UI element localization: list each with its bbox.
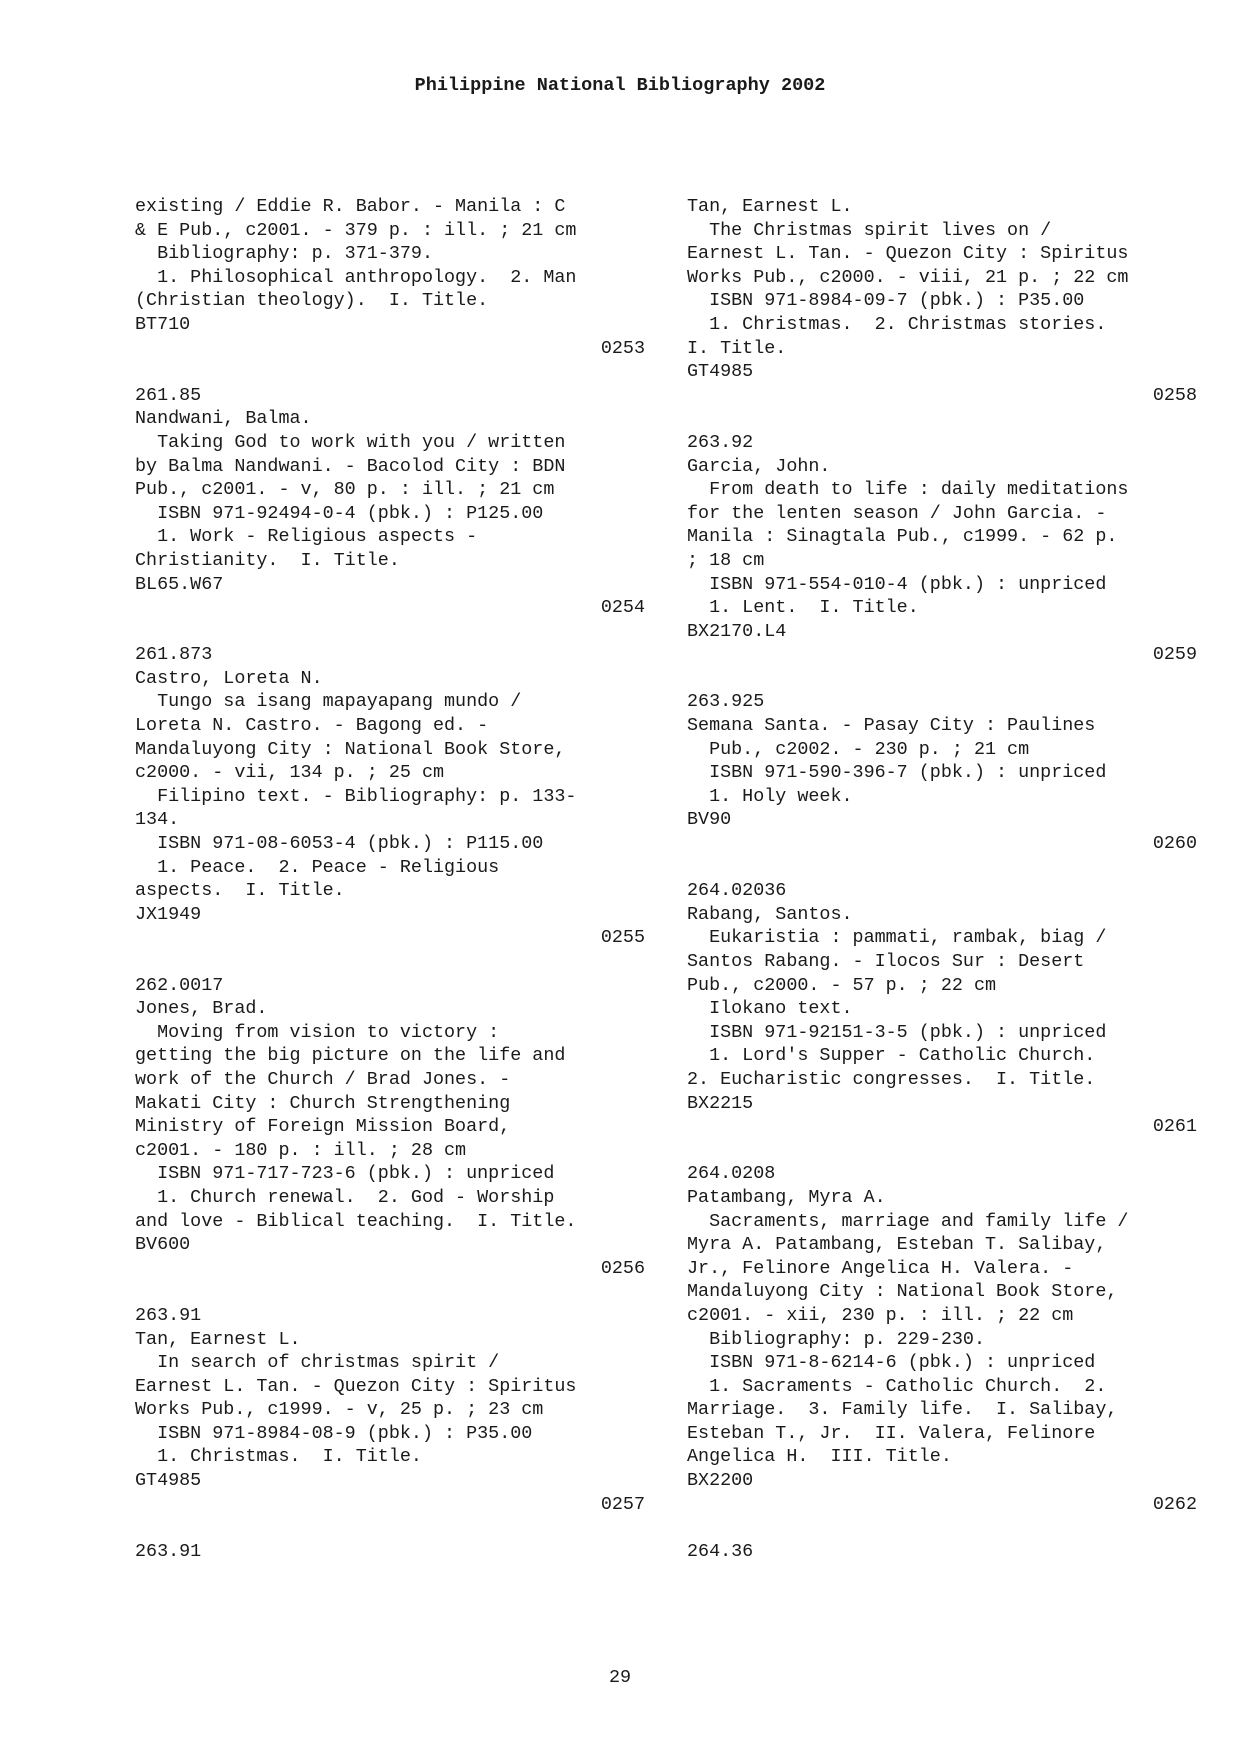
- entry-line: Sacraments, marriage and family life /: [687, 1210, 1129, 1232]
- entry-line: Pub., c2000. - 57 p. ; 22 cm: [687, 974, 997, 996]
- entry-line: 1. Christmas. I. Title.: [135, 1446, 422, 1468]
- entry-line: Patambang, Myra A.: [687, 1186, 886, 1208]
- entry-line: Tungo sa isang mapayapang mundo /: [135, 691, 522, 713]
- bibliography-entry: [135, 1304, 645, 1516]
- entry-line: Christianity. I. Title.: [135, 549, 400, 571]
- entry-line: 263.92: [687, 431, 754, 453]
- entry-separator: [135, 1280, 645, 1304]
- entry-line: ISBN 971-717-723-6 (pbk.) : unpriced: [135, 1163, 555, 1185]
- entry-line: Mandaluyong City : National Book Store,: [687, 1281, 1118, 1303]
- entry-line: GT4985: [687, 361, 754, 383]
- entry-line: 263.91: [135, 1304, 202, 1326]
- entry-number: 0260: [1152, 833, 1197, 855]
- entry-line: Eukaristia : pammati, rambak, biag /: [687, 927, 1107, 949]
- entry-line: BX2200: [687, 1470, 754, 1492]
- entry-line: and love - Biblical teaching. I. Title.: [135, 1210, 577, 1232]
- entry-line: ISBN 971-92494-0-4 (pbk.) : P125.00: [135, 502, 544, 524]
- entry-separator: [687, 1516, 1197, 1540]
- entry-line: aspects. I. Title.: [135, 880, 345, 902]
- page-number: 29: [608, 1667, 632, 1688]
- entry-line: Nandwani, Balma.: [135, 408, 312, 430]
- entry-line: BX2170.L4: [687, 620, 787, 642]
- entry-line: Manila : Sinagtala Pub., c1999. - 62 p.: [687, 526, 1118, 548]
- entry-line: Jones, Brad.: [135, 998, 268, 1020]
- entry-line: 1. Christmas. 2. Christmas stories.: [687, 313, 1107, 335]
- bibliography-entry: [135, 643, 645, 950]
- page-title: Philippine National Bibliography 2002: [414, 75, 826, 96]
- entry-line: Castro, Loreta N.: [135, 667, 323, 689]
- entry-line: GT4985: [135, 1470, 202, 1492]
- entry-line: Myra A. Patambang, Esteban T. Salibay,: [687, 1234, 1107, 1256]
- entry-line: Rabang, Santos.: [687, 903, 853, 925]
- entry-number: 0253: [600, 337, 645, 359]
- entry-number: 0255: [600, 927, 645, 949]
- entry-line: ISBN 971-590-396-7 (pbk.) : unpriced: [687, 762, 1107, 784]
- entry-separator: [687, 856, 1197, 880]
- entry-line: JX1949: [135, 903, 202, 925]
- entry-line: 261.85: [135, 384, 202, 406]
- entry-line: c2000. - vii, 134 p. ; 25 cm: [135, 762, 445, 784]
- entry-separator: [135, 950, 645, 974]
- entry-line: BV600: [135, 1234, 191, 1256]
- entry-line: Mandaluyong City : National Book Store,: [135, 738, 566, 760]
- entry-line: 264.0208: [687, 1163, 776, 1185]
- entry-line: ISBN 971-8-6214-6 (pbk.) : unpriced: [687, 1352, 1096, 1374]
- entry-line: Makati City : Church Strengthening: [135, 1092, 511, 1114]
- entry-line: Esteban T., Jr. II. Valera, Felinore: [687, 1422, 1096, 1444]
- bibliography-entry: [687, 431, 1197, 667]
- entry-line: Ministry of Foreign Mission Board,: [135, 1116, 511, 1138]
- entry-line: getting the big picture on the life and: [135, 1045, 566, 1067]
- entry-line: Tan, Earnest L.: [687, 196, 853, 217]
- entry-line: ISBN 971-8984-08-9 (pbk.) : P35.00: [135, 1422, 533, 1444]
- entry-line: Moving from vision to victory :: [135, 1021, 500, 1043]
- entry-separator: [687, 667, 1197, 691]
- entry-line: From death to life : daily meditations: [687, 479, 1129, 501]
- entry-line: 1. Philosophical anthropology. 2. Man: [135, 266, 577, 288]
- entry-separator: [135, 1516, 645, 1540]
- entry-line: 1. Work - Religious aspects -: [135, 526, 478, 548]
- entry-line: Marriage. 3. Family life. I. Salibay,: [687, 1399, 1118, 1421]
- bibliography-entry: [135, 384, 645, 620]
- bibliography-entry: [687, 1162, 1197, 1516]
- entry-line: Earnest L. Tan. - Quezon City : Spiritus: [687, 243, 1129, 265]
- bibliography-entry: [135, 1540, 645, 1564]
- entry-line: BT710: [135, 313, 191, 335]
- entry-number: 0262: [1152, 1493, 1197, 1515]
- entry-number: 0256: [600, 1257, 645, 1279]
- bibliography-entry: [687, 879, 1197, 1139]
- entry-number: 0259: [1152, 644, 1197, 666]
- entry-line: 2. Eucharistic congresses. I. Title.: [687, 1068, 1096, 1090]
- entry-line: by Balma Nandwani. - Bacolod City : BDN: [135, 455, 566, 477]
- entry-line: 134.: [135, 809, 180, 831]
- entry-line: BV90: [687, 809, 732, 831]
- entry-line: Works Pub., c2000. - viii, 21 p. ; 22 cm: [687, 266, 1129, 288]
- entry-line: 261.873: [135, 644, 213, 666]
- entry-line: 264.36: [687, 1540, 754, 1562]
- entry-number: 0257: [600, 1493, 645, 1515]
- bibliography-entry: [135, 974, 645, 1281]
- entry-line: c2001. - xii, 230 p. : ill. ; 22 cm: [687, 1304, 1074, 1326]
- entry-line: Pub., c2001. - v, 80 p. : ill. ; 21 cm: [135, 479, 555, 501]
- left-column: [135, 195, 645, 1563]
- entry-line: Loreta N. Castro. - Bagong ed. -: [135, 715, 489, 737]
- bibliography-entry: [687, 690, 1197, 855]
- bibliography-entry: [687, 1540, 1197, 1564]
- entry-line: 1. Sacraments - Catholic Church. 2.: [687, 1375, 1107, 1397]
- entry-line: ISBN 971-554-010-4 (pbk.) : unpriced: [687, 573, 1107, 595]
- entry-line: Bibliography: p. 229-230.: [687, 1328, 985, 1350]
- entry-separator: [687, 1139, 1197, 1163]
- entry-line: for the lenten season / John Garcia. -: [687, 502, 1107, 524]
- entry-number: 0261: [1152, 1116, 1197, 1138]
- entry-line: Works Pub., c1999. - v, 25 p. ; 23 cm: [135, 1399, 544, 1421]
- entry-line: 1. Church renewal. 2. God - Worship: [135, 1186, 555, 1208]
- entry-line: Angelica H. III. Title.: [687, 1446, 952, 1468]
- entry-line: 263.91: [135, 1540, 202, 1562]
- entry-line: 263.925: [687, 691, 765, 713]
- entry-line: Garcia, John.: [687, 455, 831, 477]
- entry-line: Ilokano text.: [687, 998, 853, 1020]
- entry-line: (Christian theology). I. Title.: [135, 290, 489, 312]
- entry-line: c2001. - 180 p. : ill. ; 28 cm: [135, 1139, 467, 1161]
- entry-line: Filipino text. - Bibliography: p. 133-: [135, 785, 577, 807]
- bibliography-entry: [135, 195, 645, 360]
- entry-line: work of the Church / Brad Jones. -: [135, 1068, 511, 1090]
- entry-line: 264.02036: [687, 880, 787, 902]
- entry-line: ISBN 971-8984-09-7 (pbk.) : P35.00: [687, 290, 1085, 312]
- entry-line: Jr., Felinore Angelica H. Valera. -: [687, 1257, 1074, 1279]
- entry-line: 1. Holy week.: [687, 785, 853, 807]
- entry-line: Bibliography: p. 371-379.: [135, 243, 433, 265]
- entry-number: 0258: [1152, 384, 1197, 406]
- entry-line: 1. Peace. 2. Peace - Religious: [135, 856, 500, 878]
- entry-line: existing / Eddie R. Babor. - Manila : C: [135, 196, 566, 217]
- entry-line: Taking God to work with you / written: [135, 431, 566, 453]
- entry-line: ISBN 971-92151-3-5 (pbk.) : unpriced: [687, 1021, 1107, 1043]
- entry-line: Semana Santa. - Pasay City : Paulines: [687, 715, 1096, 737]
- entry-line: 1. Lent. I. Title.: [687, 597, 919, 619]
- entry-separator: [687, 407, 1197, 431]
- bibliography-entry: [687, 195, 1197, 407]
- entry-line: 262.0017: [135, 974, 224, 996]
- entry-separator: [135, 620, 645, 644]
- entry-line: 1. Lord's Supper - Catholic Church.: [687, 1045, 1096, 1067]
- entry-line: Pub., c2002. - 230 p. ; 21 cm: [687, 738, 1030, 760]
- entry-line: & E Pub., c2001. - 379 p. : ill. ; 21 cm: [135, 219, 577, 241]
- entry-line: ISBN 971-08-6053-4 (pbk.) : P115.00: [135, 833, 544, 855]
- entry-line: ; 18 cm: [687, 549, 765, 571]
- entry-line: BX2215: [687, 1092, 754, 1114]
- entry-line: BL65.W67: [135, 573, 224, 595]
- entry-number: 0254: [600, 597, 645, 619]
- entry-line: I. Title.: [687, 337, 787, 359]
- entry-line: Earnest L. Tan. - Quezon City : Spiritus: [135, 1375, 577, 1397]
- entry-line: The Christmas spirit lives on /: [687, 219, 1052, 241]
- entry-line: Tan, Earnest L.: [135, 1328, 301, 1350]
- entry-separator: [135, 360, 645, 384]
- entry-line: In search of christmas spirit /: [135, 1352, 500, 1374]
- entry-line: Santos Rabang. - Ilocos Sur : Desert: [687, 951, 1085, 972]
- right-column: [687, 195, 1197, 1563]
